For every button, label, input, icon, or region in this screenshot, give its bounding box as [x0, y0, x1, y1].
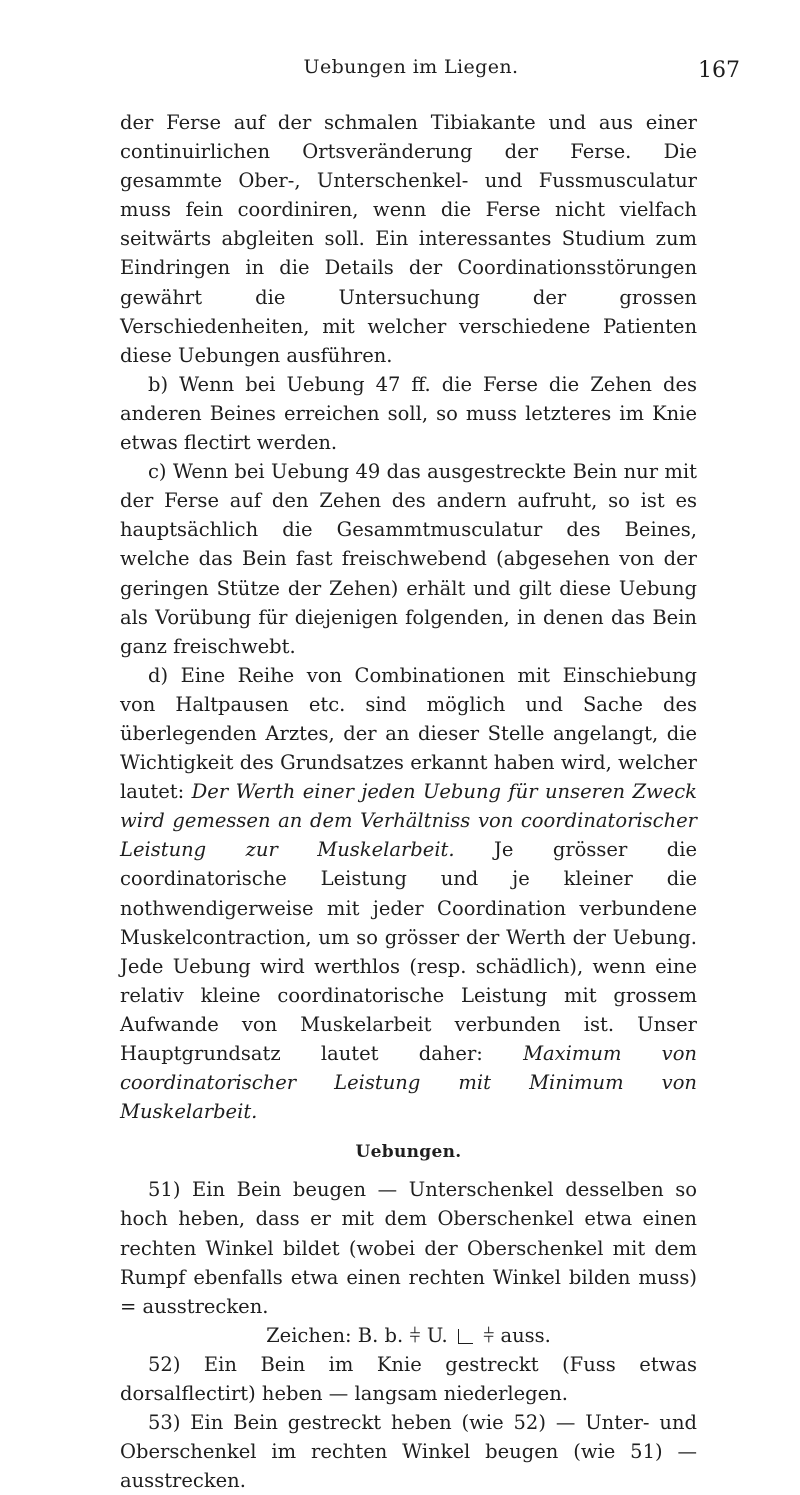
- paragraph-c: c) Wenn bei Uebung 49 das ausgestreckte Bein nur mit der Ferse auf den Zehen des andern aufruht, so ist es hauptsächlich die Gesammtmusculatur des Beines, welche das Bein fast freischwebend (abgesehen von der geringen Stütze der Zehen) erhält und gilt diese Uebung als Vorübung für diejenigen folgenden, in denen das Bein ganz freischwebt.: [120, 460, 697, 658]
- symbol-cross-2: ⫩: [483, 1323, 495, 1347]
- exercise-notation: [120, 1321, 697, 1350]
- paragraph-d-text-1: d) Eine Reihe von Combinationen mit Einschiebung von Haltpausen etc. sind möglich und Sache des überlegenden Arztes, der an dieser Stelle angelangt, die Wichtigkeit des Grundsatzes erkannt haben wird, welcher lautet:: [120, 663, 697, 804]
- notation-u: U.: [426, 1323, 448, 1347]
- symbol-cross-1: ⫩: [409, 1323, 421, 1347]
- paragraph-d: [120, 661, 697, 1127]
- running-title: Uebungen im Liegen.: [303, 56, 519, 78]
- main-principle: Maximum von coordinatorischer Leistung mit Minimum von Muskelarbeit.: [120, 1042, 697, 1124]
- principle-statement: Der Werth einer jeden Uebung für unseren Zweck wird gemessen an dem Verhältniss von coordinatorischer Leistung zur Muskelarbeit.: [120, 780, 697, 862]
- exercise-51: 51) Ein Bein beugen — Unterschenkel desselben so hoch heben, dass er mit dem Oberschenkel etwa einen rechten Winkel bildet (wobei der Oberschenkel mit dem Rumpf ebenfalls etwa einen rechten Winkel bilden muss) = ausstrecken.: [120, 1178, 697, 1318]
- page-number: 167: [698, 58, 740, 83]
- paragraph-continuation: der Ferse auf der schmalen Tibiakante und aus einer continuirlichen Ortsveränderung der Ferse. Die gesammte Ober-, Unterschenkel- und Fussmusculatur muss fein coordiniren, wenn die Ferse nicht vielfach seitwärts abgleiten soll. Ein interessantes Studium zum Eindringen in die Details der Coordinationsstörungen gewährt die Untersuchung der grossen Verschiedenheiten, mit welcher verschiedene Patienten diese Uebungen ausführen.: [120, 111, 697, 367]
- section-heading: Uebungen.: [355, 1142, 462, 1163]
- paragraph-b: b) Wenn bei Uebung 47 ff. die Ferse die Zehen des anderen Beines erreichen soll, so muss letzteres im Knie etwas flectirt werden.: [120, 372, 697, 455]
- exercise-52: 52) Ein Bein im Knie gestreckt (Fuss etwas dorsalflectirt) heben — langsam niederlegen.: [120, 1352, 697, 1406]
- exercise-53: 53) Ein Bein gestreckt heben (wie 52) — Unter- und Oberschenkel im rechten Winkel beugen (wie 51) — ausstrecken.: [120, 1411, 697, 1493]
- right-angle-symbol: [458, 1329, 473, 1344]
- notation-prefix: Zeichen: B. b.: [266, 1323, 404, 1347]
- paragraph-d-text-2: Je grösser die coordinatorische Leistung und je kleiner die nothwendigerweise mit jeder Coordination verbundene Muskelcontraction, um so grösser der Werth der Uebung. Jede Uebung wird werthlos (resp. schädlich), wenn eine relativ kleine coordinatorische Leistung mit grossem Aufwande von Muskelarbeit verbunden ist. Unser Hauptgrundsatz lautet daher:: [120, 838, 697, 1065]
- body-text: [120, 108, 697, 1495]
- notation-suffix: auss.: [500, 1323, 551, 1347]
